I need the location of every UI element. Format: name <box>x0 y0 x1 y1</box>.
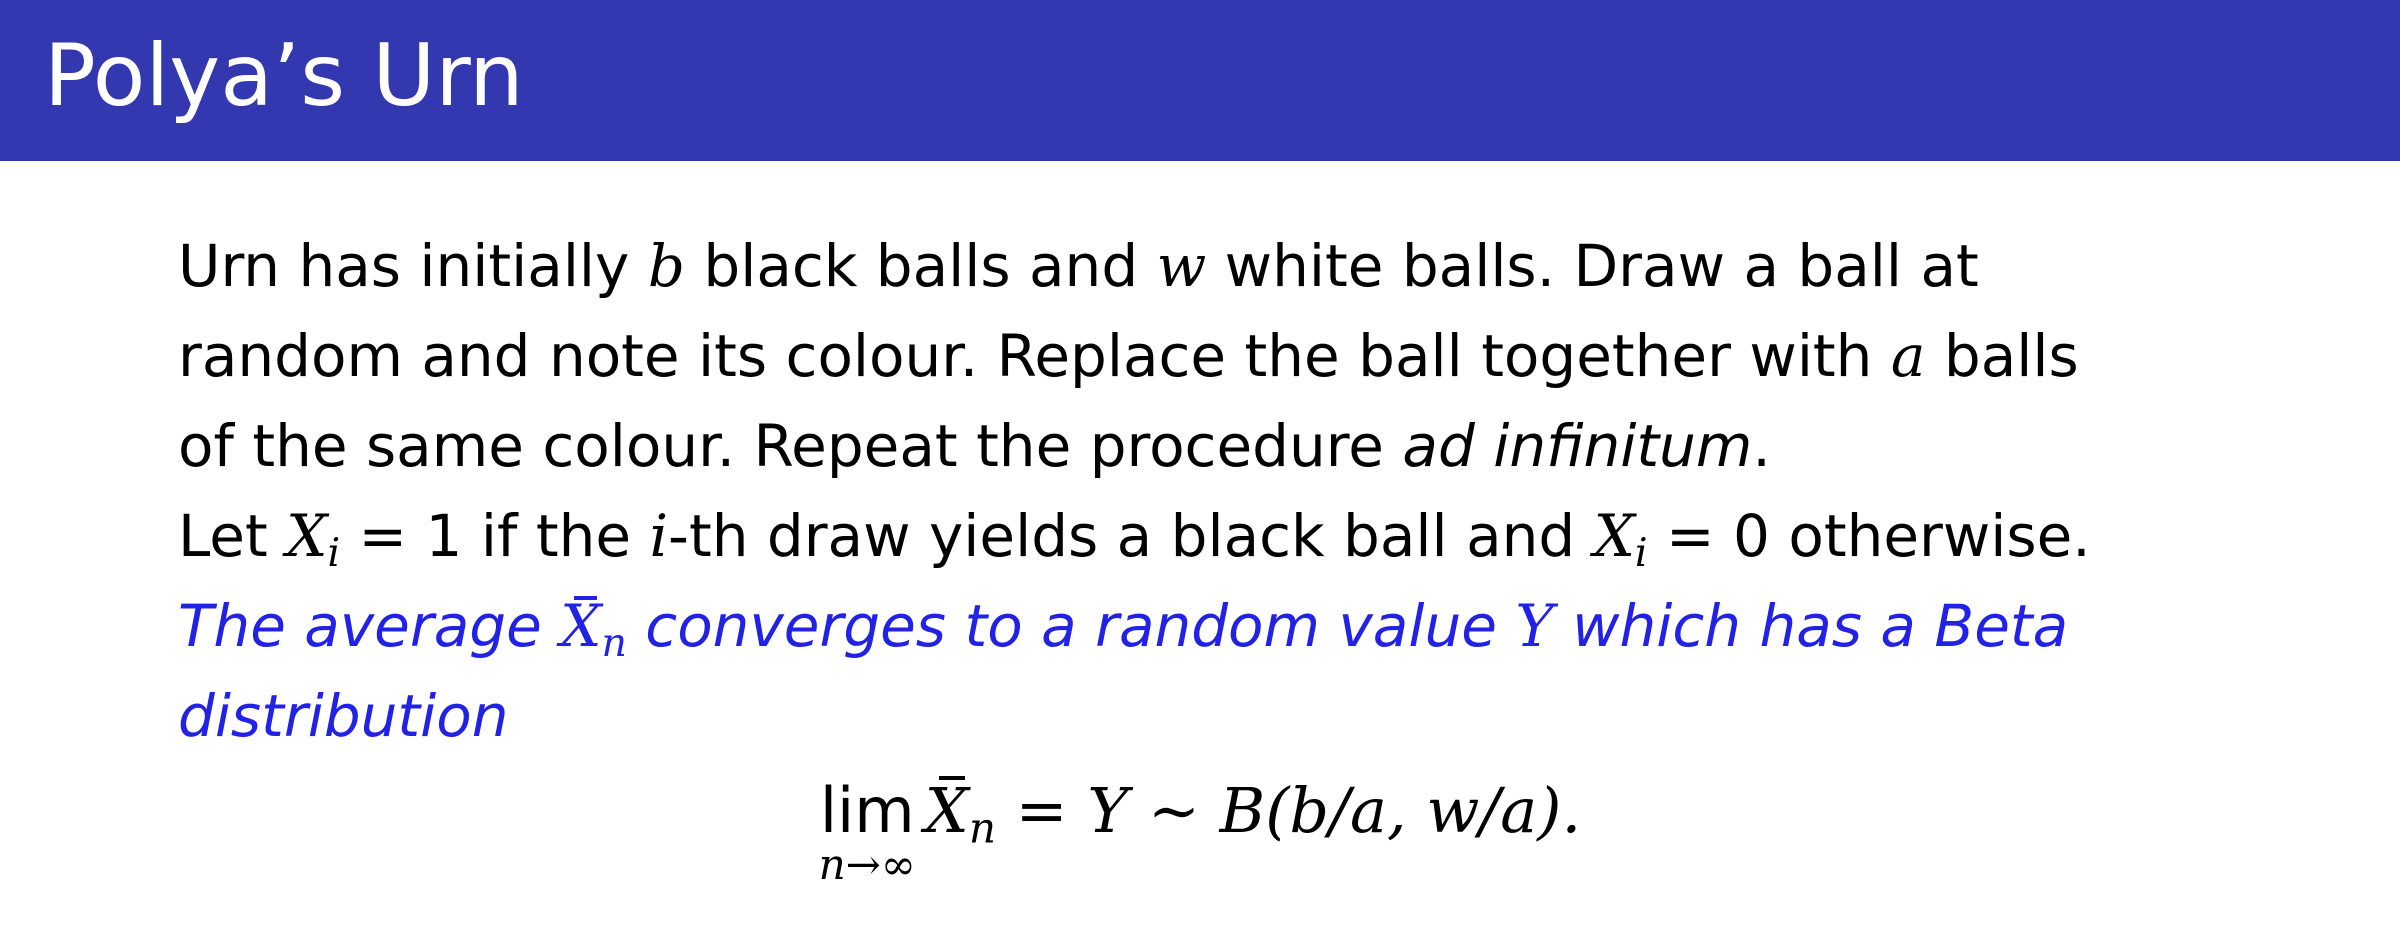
emphasis-line-1: The average $X_n$ converges to a random value Y which has a Beta <box>178 586 2068 683</box>
title-bar <box>0 0 2400 161</box>
body-line-3: of the same colour. Repeat the procedure ad infinitum. <box>178 412 1771 480</box>
var-x-bar-n: X <box>560 586 601 666</box>
ad-infinitum: ad infinitum <box>1402 412 1753 480</box>
var-x-i-2: $X_i$ <box>1593 502 1648 576</box>
beta-symbol: B <box>1219 774 1266 847</box>
body-line-1: Urn has initially b black balls and w white balls. Draw a ball at <box>178 232 1979 300</box>
lim-operator: lim n→∞ <box>818 774 916 889</box>
body-line-2: random and note its colour. Replace the ball together with a balls <box>178 322 2079 390</box>
var-x-i: $X_i$ <box>286 502 341 576</box>
var-y: Y <box>1515 592 1554 660</box>
var-b: b <box>647 232 685 300</box>
formula-x-bar: X <box>925 766 969 856</box>
limit-formula: lim n→∞ $X_n = Y$ ∼ B(b/a, w/a). <box>178 766 2223 874</box>
lim-subscript: n→∞ <box>818 840 916 889</box>
emphasis-line-2: distribution <box>178 682 509 750</box>
body-line-4: Let $X_i = 1$ if the i-th draw yields a black ball and $X_i = 0$ otherwise. <box>178 502 2091 576</box>
var-w: w <box>1156 232 1207 300</box>
var-a: a <box>1890 322 1926 390</box>
slide-title: Polya’s Urn <box>44 26 524 126</box>
